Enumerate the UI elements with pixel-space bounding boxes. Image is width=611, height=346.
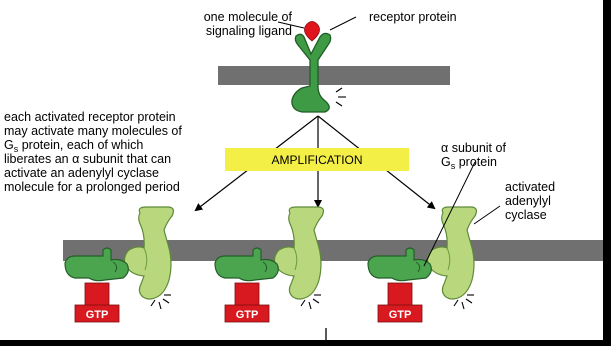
- signaling-ligand: [304, 22, 319, 42]
- adenylyl-cyclase-label: activated adenylyl cyclase: [505, 180, 556, 222]
- gtp-label: GTP: [388, 309, 412, 321]
- ligand-label: one molecule of signaling ligand: [203, 10, 292, 38]
- activated-unit-1: [65, 207, 173, 322]
- amplification-label: AMPLIFICATION: [271, 153, 363, 167]
- alpha-subunit-label: α subunit of $G_s$ protein: [441, 141, 506, 171]
- gtp-label: GTP: [235, 309, 259, 321]
- cyclase-pointer: [474, 206, 500, 224]
- activated-unit-3: [368, 207, 476, 322]
- gtp-label: GTP: [85, 309, 109, 321]
- activated-unit-2: [215, 207, 323, 322]
- explanation-text: each activated receptor protein may activate many molecules of $G_s$ protein, each of which liberates an α subunit that can activate an adenylyl cyclase molecule for a prolonged period: [4, 110, 182, 194]
- top-membrane: [218, 66, 450, 85]
- receptor-pointer: [330, 17, 356, 30]
- receptor-label: receptor protein: [369, 10, 457, 24]
